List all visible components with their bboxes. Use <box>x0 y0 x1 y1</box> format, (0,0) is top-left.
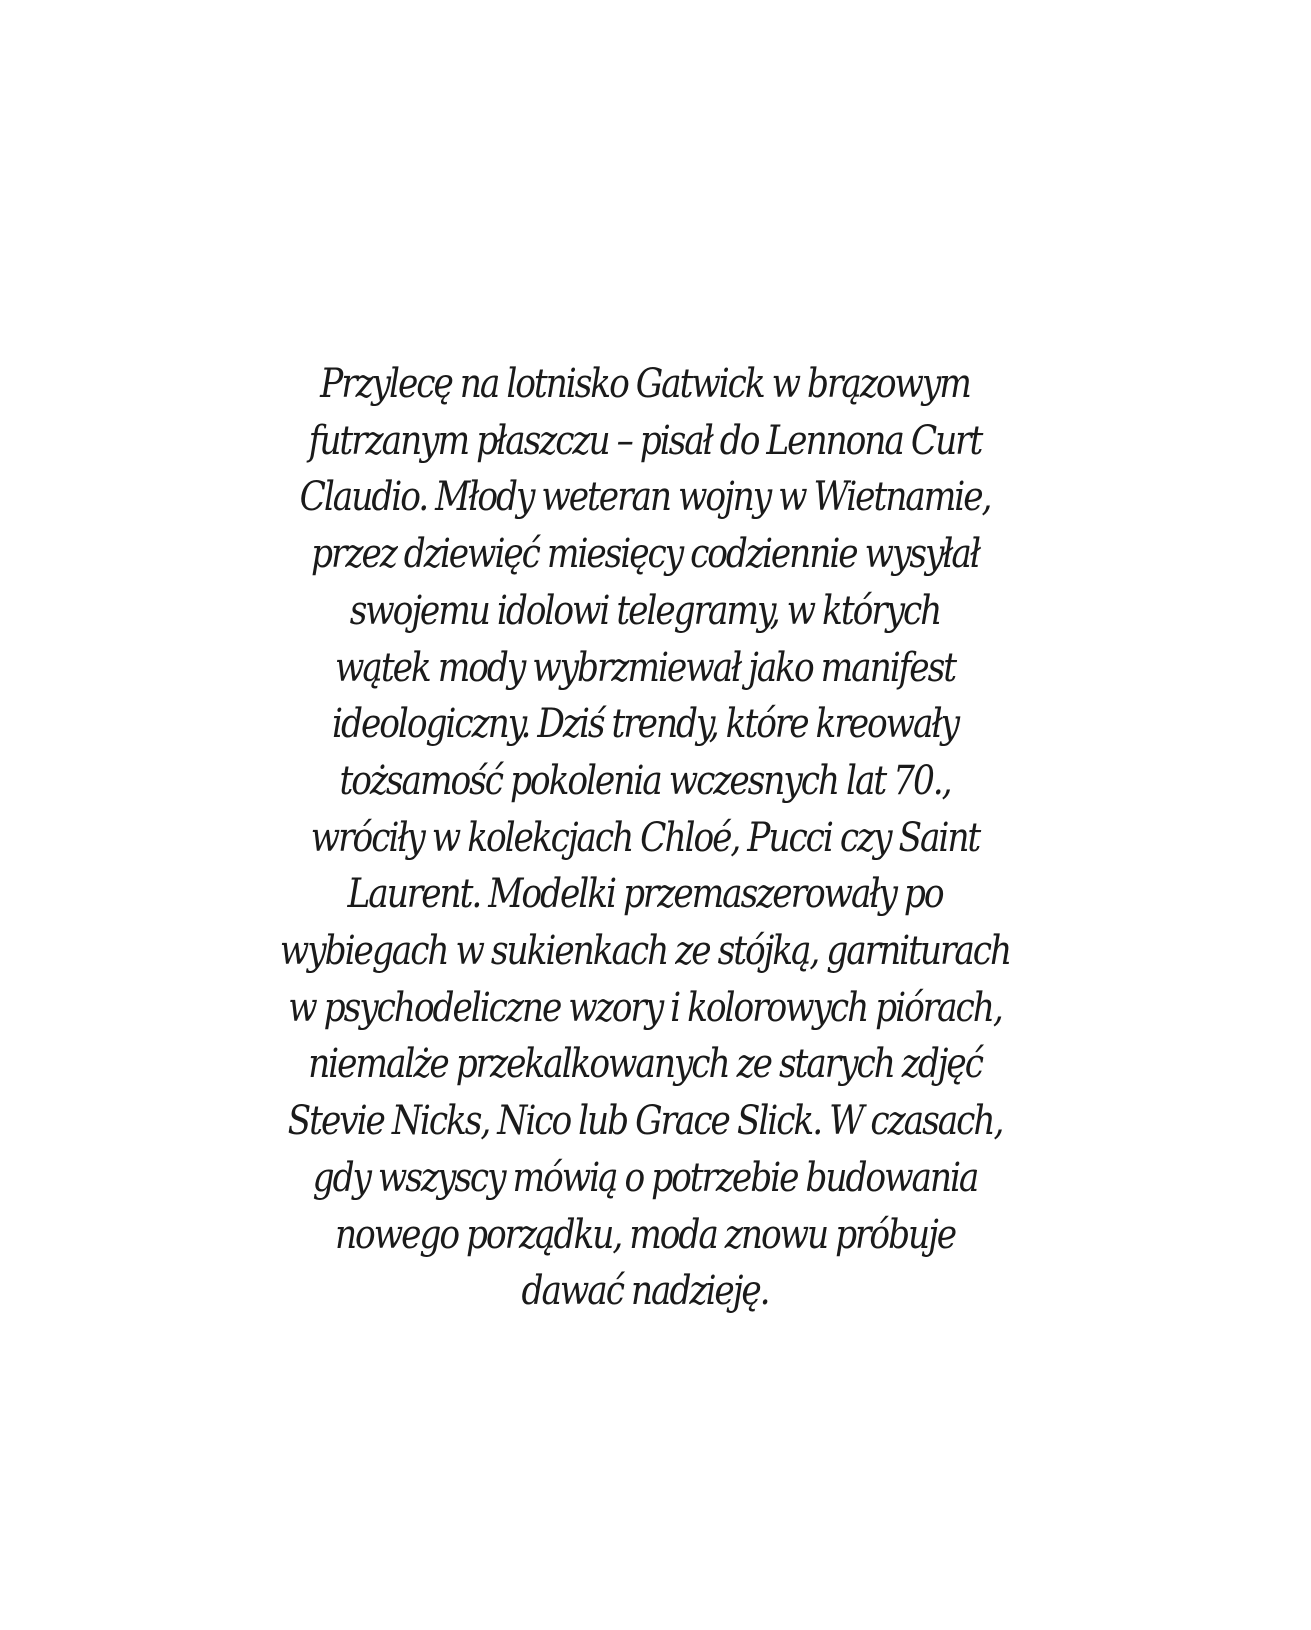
quote-line: wybiegach w sukienkach ze stójką, garniturach <box>279 928 1011 975</box>
quote-line: Claudio. Młody weteran wojny w Wietnamie, <box>299 474 991 521</box>
quote-line: futrzanym płaszczu – pisał do Lennona Curt <box>308 417 982 464</box>
quote-line: tożsamość pokolenia wczesnych lat 70., <box>339 757 951 804</box>
quote-line: wątek mody wybrzmiewał jako manifest <box>335 644 955 691</box>
quote-line: niemalże przekalkowanych ze starych zdjęć <box>308 1041 982 1088</box>
quote-line: dawać nadzieję. <box>521 1268 769 1315</box>
quote-line: gdy wszyscy mówią o potrzebie budowania <box>312 1154 978 1201</box>
quote-line: wróciły w kolekcjach Chloé, Pucci czy Saint <box>310 814 980 861</box>
quote-line: przez dziewięć miesięcy codziennie wysyłał <box>311 531 979 578</box>
quote-paragraph <box>80 356 1210 1320</box>
quote-line: Przylecę na lotnisko Gatwick w brązowym <box>320 361 970 407</box>
quote-line: swojemu idolowi telegramy, w których <box>349 587 941 634</box>
quote-line: Laurent. Modelki przemaszerowały po <box>347 871 943 918</box>
quote-line: nowego porządku, moda znowu próbuje <box>334 1211 956 1258</box>
quote-line: ideologiczny. Dziś trendy, które kreowały <box>332 701 958 748</box>
quote-line: w psychodeliczne wzory i kolorowych piórach, <box>288 984 1002 1031</box>
quote-line: Stevie Nicks, Nico lub Grace Slick. W czasach, <box>287 1098 1003 1145</box>
